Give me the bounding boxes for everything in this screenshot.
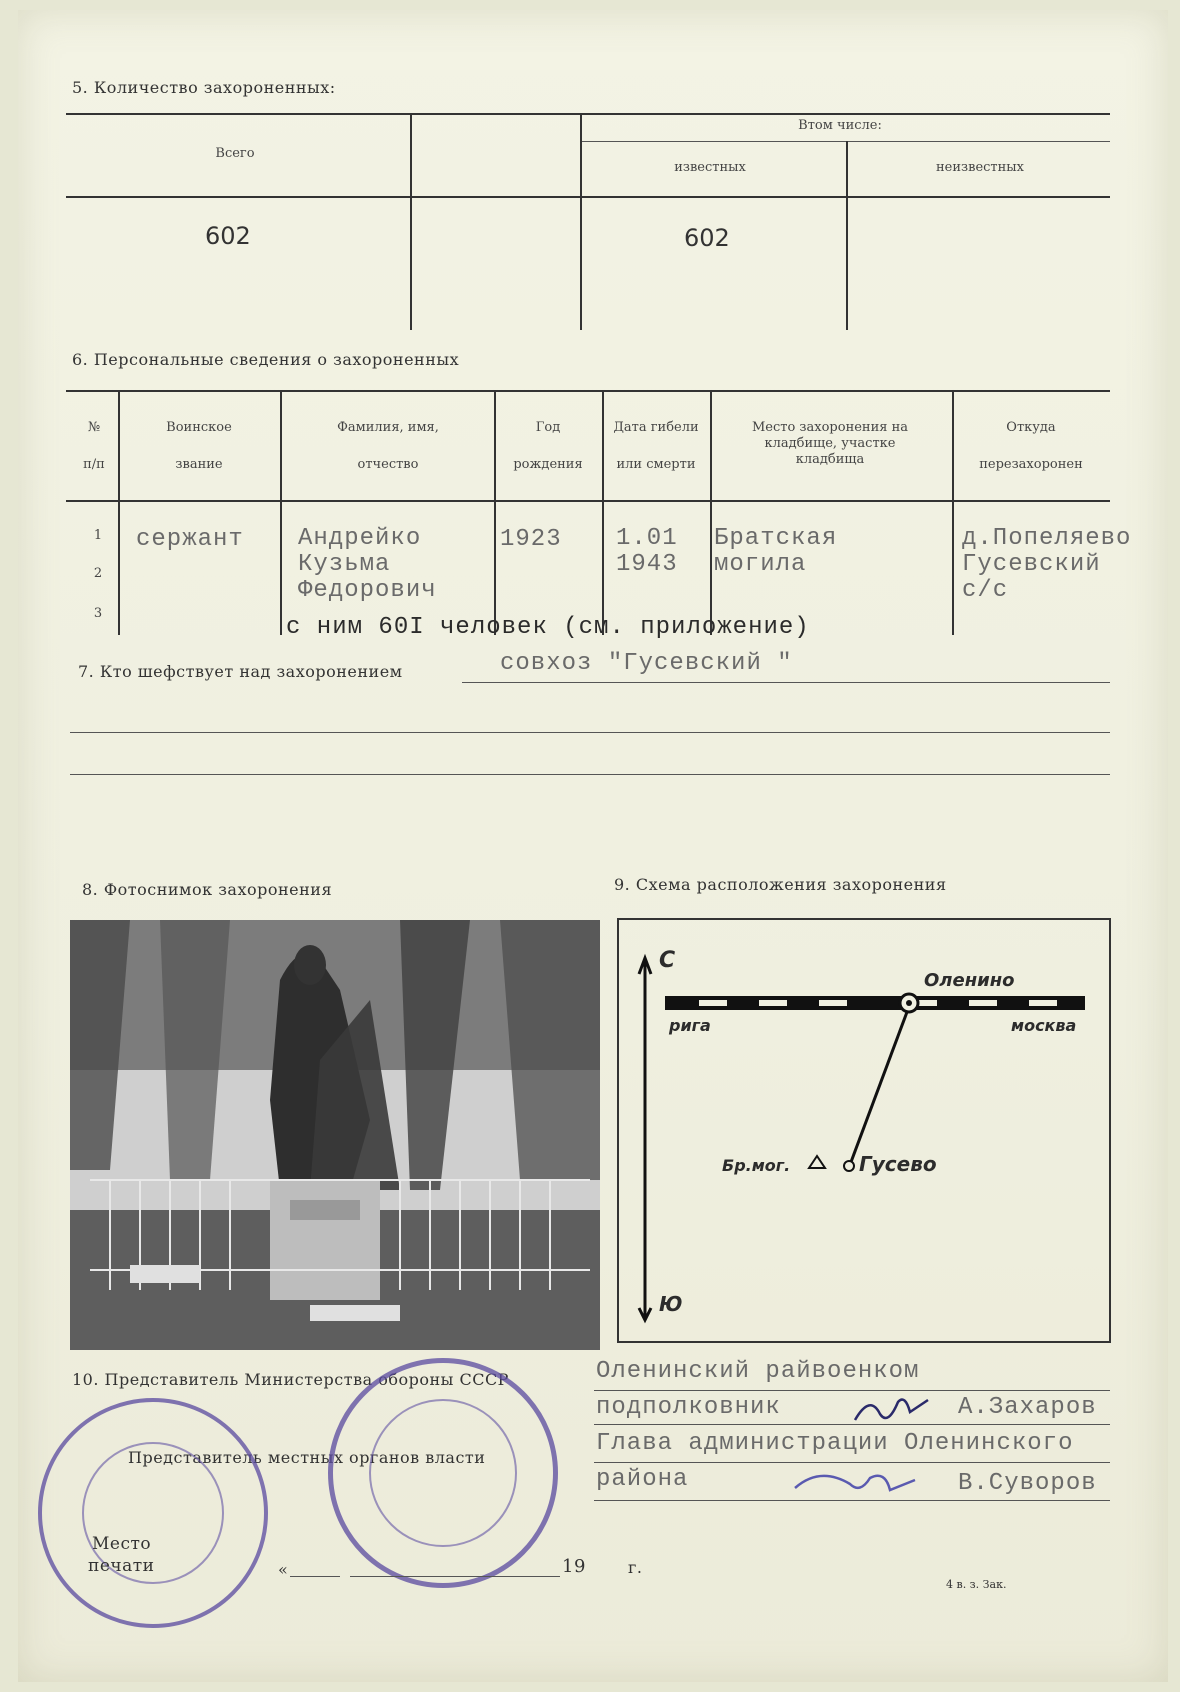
table6-divider: [952, 390, 954, 635]
row-number: 1: [93, 528, 103, 543]
total-count: 602: [205, 222, 251, 250]
hdr-place: Место захоронения на кладбище, участке кладбища: [751, 420, 909, 467]
row-number: 2: [93, 566, 103, 581]
location-scheme: [617, 918, 1111, 1343]
table6-divider: [280, 390, 282, 635]
hdr-from-a: Откуда: [1006, 420, 1056, 435]
signature-suvorov: [790, 1466, 920, 1500]
section10-mo-label: 10. Представитель Министерства обороны СССР: [72, 1370, 509, 1389]
seal-place-2: печати: [88, 1556, 155, 1576]
table6-divider: [118, 390, 120, 635]
from-line-1: д.Попеляево: [962, 525, 1132, 552]
date-g: г.: [628, 1558, 643, 1577]
hdr-from-b: перезахоронен: [979, 457, 1083, 472]
hdr-rank-b: звание: [175, 457, 223, 472]
from-line-2: Гусевский: [962, 551, 1101, 578]
local-org-2: района: [596, 1466, 689, 1493]
blank-line: [70, 732, 1110, 733]
hdr-year-b: рождения: [513, 457, 583, 472]
date-year: 19: [562, 1556, 586, 1577]
south-label: Ю: [659, 1292, 683, 1316]
death-line-1: 1.01: [616, 525, 678, 552]
north-label: С: [659, 948, 676, 973]
table6-divider: [710, 390, 712, 635]
col-known-header: известных: [674, 160, 746, 175]
col-unknown-header: неизвестных: [936, 160, 1024, 175]
hdr-name-b: отчество: [357, 457, 419, 472]
signature-zakharov: [850, 1392, 930, 1428]
moskva-label: москва: [1011, 1016, 1077, 1035]
burial-photo: [70, 920, 600, 1350]
mo-name: А.Захаров: [958, 1394, 1097, 1421]
col-total-header: Всего: [215, 146, 255, 161]
death-line-2: 1943: [616, 551, 678, 578]
patron-line: [462, 682, 1110, 683]
hdr-year-a: Год: [535, 420, 561, 435]
hdr-death-b: или смерти: [616, 457, 696, 472]
section10-local-label: Представитель местных органов власти: [128, 1448, 486, 1467]
table5-divider: [580, 113, 582, 330]
mo-org: Оленинский райвоенком: [596, 1358, 920, 1385]
table5-header-bottom: [66, 196, 1110, 198]
place-line-2: могила: [714, 551, 807, 578]
stamp-left: [38, 1398, 268, 1628]
grave-label: Бр.мог.: [722, 1156, 791, 1175]
known-count: 602: [684, 224, 730, 252]
patron-value: совхоз "Гусевский ": [500, 650, 793, 677]
from-line-3: с/с: [962, 577, 1009, 604]
table5-divider: [846, 141, 848, 330]
section7-label: 7. Кто шефствует над захоронением: [78, 662, 403, 681]
hdr-num-b: п/п: [83, 457, 105, 472]
table6-divider: [494, 390, 496, 635]
local-name: В.Суворов: [958, 1470, 1097, 1497]
section6-title: 6. Персональные сведения о захороненных: [72, 350, 460, 369]
col-incl-header: Втом числе:: [798, 118, 882, 133]
date-line: [350, 1576, 560, 1577]
section8-title: 8. Фотоснимок захоронения: [82, 880, 333, 899]
name-line-1: Андрейко: [298, 525, 422, 552]
place-line-1: Братская: [714, 525, 838, 552]
local-org-1: Глава администрации Оленинского: [596, 1430, 1074, 1457]
footer-print: 4 в. з. Зак.: [946, 1578, 1007, 1591]
date-quote: «: [278, 1560, 289, 1579]
table5-divider: [410, 113, 412, 330]
rank-value: сержант: [136, 526, 244, 553]
sign-line: [594, 1500, 1110, 1501]
table5-top-border: [66, 113, 1110, 115]
name-line-2: Кузьма: [298, 551, 391, 578]
name-line-3: Федорович: [298, 577, 437, 604]
stamp-right: [328, 1358, 558, 1588]
hdr-name-a: Фамилия, имя,: [337, 420, 439, 435]
section5-title: 5. Количество захороненных:: [72, 78, 336, 97]
sign-line: [594, 1390, 1110, 1391]
mo-rank: подполковник: [596, 1394, 781, 1421]
riga-label: рига: [669, 1016, 711, 1035]
row-number: 3: [93, 606, 103, 621]
seal-place-1: Место: [92, 1534, 152, 1554]
hdr-death-a: Дата гибели: [613, 420, 699, 435]
blank-line: [70, 774, 1110, 775]
date-line: [290, 1576, 340, 1577]
hdr-rank-a: Воинское: [166, 420, 232, 435]
burial-note: с ним 60I человек (см. приложение): [286, 614, 810, 641]
gusevo-label: Гусево: [859, 1152, 937, 1176]
section9-title: 9. Схема расположения захоронения: [614, 875, 947, 894]
birth-year: 1923: [500, 526, 562, 553]
olenino-label: Оленино: [924, 970, 1015, 991]
table5-subheader-line: [580, 141, 1110, 142]
hdr-num-a: №: [87, 420, 101, 435]
sign-line: [594, 1462, 1110, 1463]
